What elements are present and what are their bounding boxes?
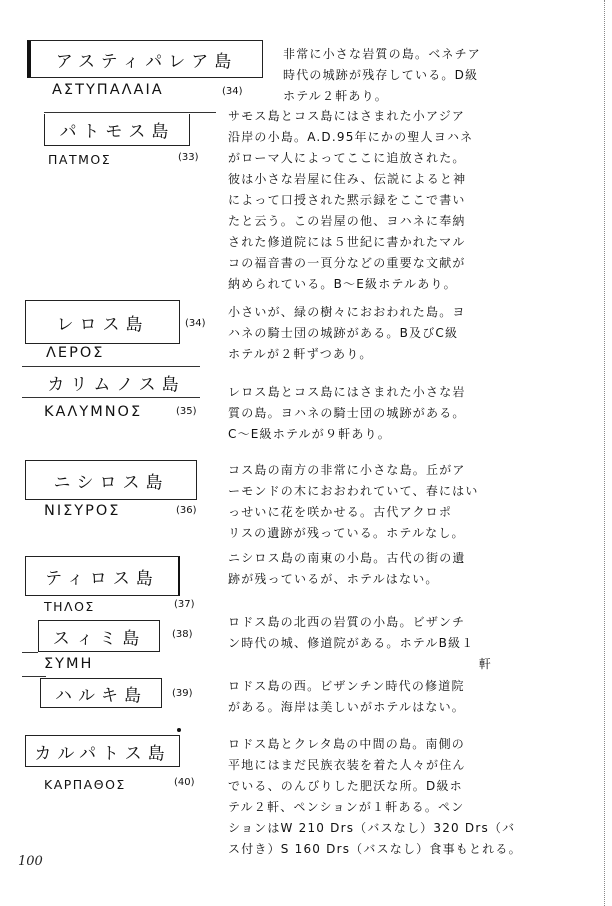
entry-number: (38) [172,629,193,640]
underline-rule [22,676,46,677]
island-name-greek: ΑΣΤΥΠΑΛΑΙΑ [52,82,164,98]
entry-number: (34) [185,318,206,329]
page-number: 100 [18,854,43,869]
island-name-greek: ΝΙΣΥΡΟΣ [44,503,121,519]
island-name-japanese: パトモス島 [44,114,190,146]
page-edge-line [604,0,605,906]
entry-description: 小さいが、緑の樹々におおわれた島。ヨ ハネの騎士団の城跡がある。B及びC級 ホテルが２軒ずつあり。 [228,305,466,361]
entry-number: (39) [172,688,193,699]
entry-number: (40) [174,777,195,788]
underline-rule [22,366,200,367]
entry-number: (36) [176,505,197,516]
underline-rule [22,397,200,398]
entry-number: (33) [178,152,199,163]
underline-rule [22,652,38,653]
island-name-japanese: レロス島 [25,300,180,344]
underline-rule [44,112,216,113]
island-name-greek: ΛΕΡΟΣ [46,345,105,361]
island-name-greek: ΣΥΜΗ [44,656,94,672]
island-name-japanese: アスティパレア島 [27,40,263,78]
island-name-greek: ΠΑΤΜΟΣ [48,152,112,167]
entry-description: ロドス島の西。ビザンチン時代の修道院 がある。海岸は美しいがホテルはない。 [228,679,466,714]
island-name-greek: ΚΑΛΥΜΝΟΣ [44,404,143,420]
entry-description: ロドス島の北西の岩質の小島。ビザンチ ン時代の城、修道院がある。ホテルB級１ 軒 [228,615,493,671]
entry-description: ロドス島とクレタ島の中間の島。南側の 平地にはまだ民族衣装を着た人々が住ん でいる、のんびりした肥沃な所。D級ホ テル２軒、ペンションが１軒ある。ペン ションはW 210 Drs（バスなし）320 Drs（バ ス付き）S 160 Drs（バスなし）食事もとれる。 [228,737,522,856]
island-name-japanese: カルパトス島 [25,735,180,767]
entry-description: コス島の南方の非常に小さな島。丘がア ーモンドの木におおわれていて、春にはい っせいに花を咲かせる。古代アクロポ リスの遺跡が残っている。ホテルなし。 [228,463,479,540]
entry-description: 非常に小さな岩質の島。ベネチア 時代の城跡が残存している。D級 ホテル２軒あり。 [283,47,482,103]
island-name-japanese: カリムノス島 [36,368,196,396]
ink-dot [177,728,181,732]
entry-number: (35) [176,406,197,417]
entry-number: (34) [222,86,243,97]
island-name-greek: ΤΗΛΟΣ [44,599,95,614]
island-name-japanese: ニシロス島 [25,460,197,500]
entry-description: サモス島とコス島にはさまれた小アジア 沿岸の小島。A.D.95年にかの聖人ヨハネ がローマ人によってここに追放された。 彼は小さな岩屋に住み、伝説によると神 によって口授された黙示録をここで書い たと云う。この岩屋の他、ヨハネに奉納 された修道院には５世紀に書かれたマル コの福音書の一頁分などの重要な文献が 納められている。B～E級ホテルあり。 [228,109,474,291]
entry-description: レロス島とコス島にはさまれた小さな岩 質の島。ヨハネの騎士団の城跡がある。 C～E級ホテルが９軒あり。 [228,385,466,441]
entry-number: (37) [174,599,195,610]
island-name-japanese: ハルキ島 [40,678,162,708]
island-name-greek: ΚΑΡΠΑΘΟΣ [44,777,126,792]
island-name-japanese: スィミ島 [38,620,160,652]
island-name-japanese: ティロス島 [25,556,180,596]
entry-description: ニシロス島の南東の小島。古代の街の遺 跡が残っているが、ホテルはない。 [228,551,466,586]
